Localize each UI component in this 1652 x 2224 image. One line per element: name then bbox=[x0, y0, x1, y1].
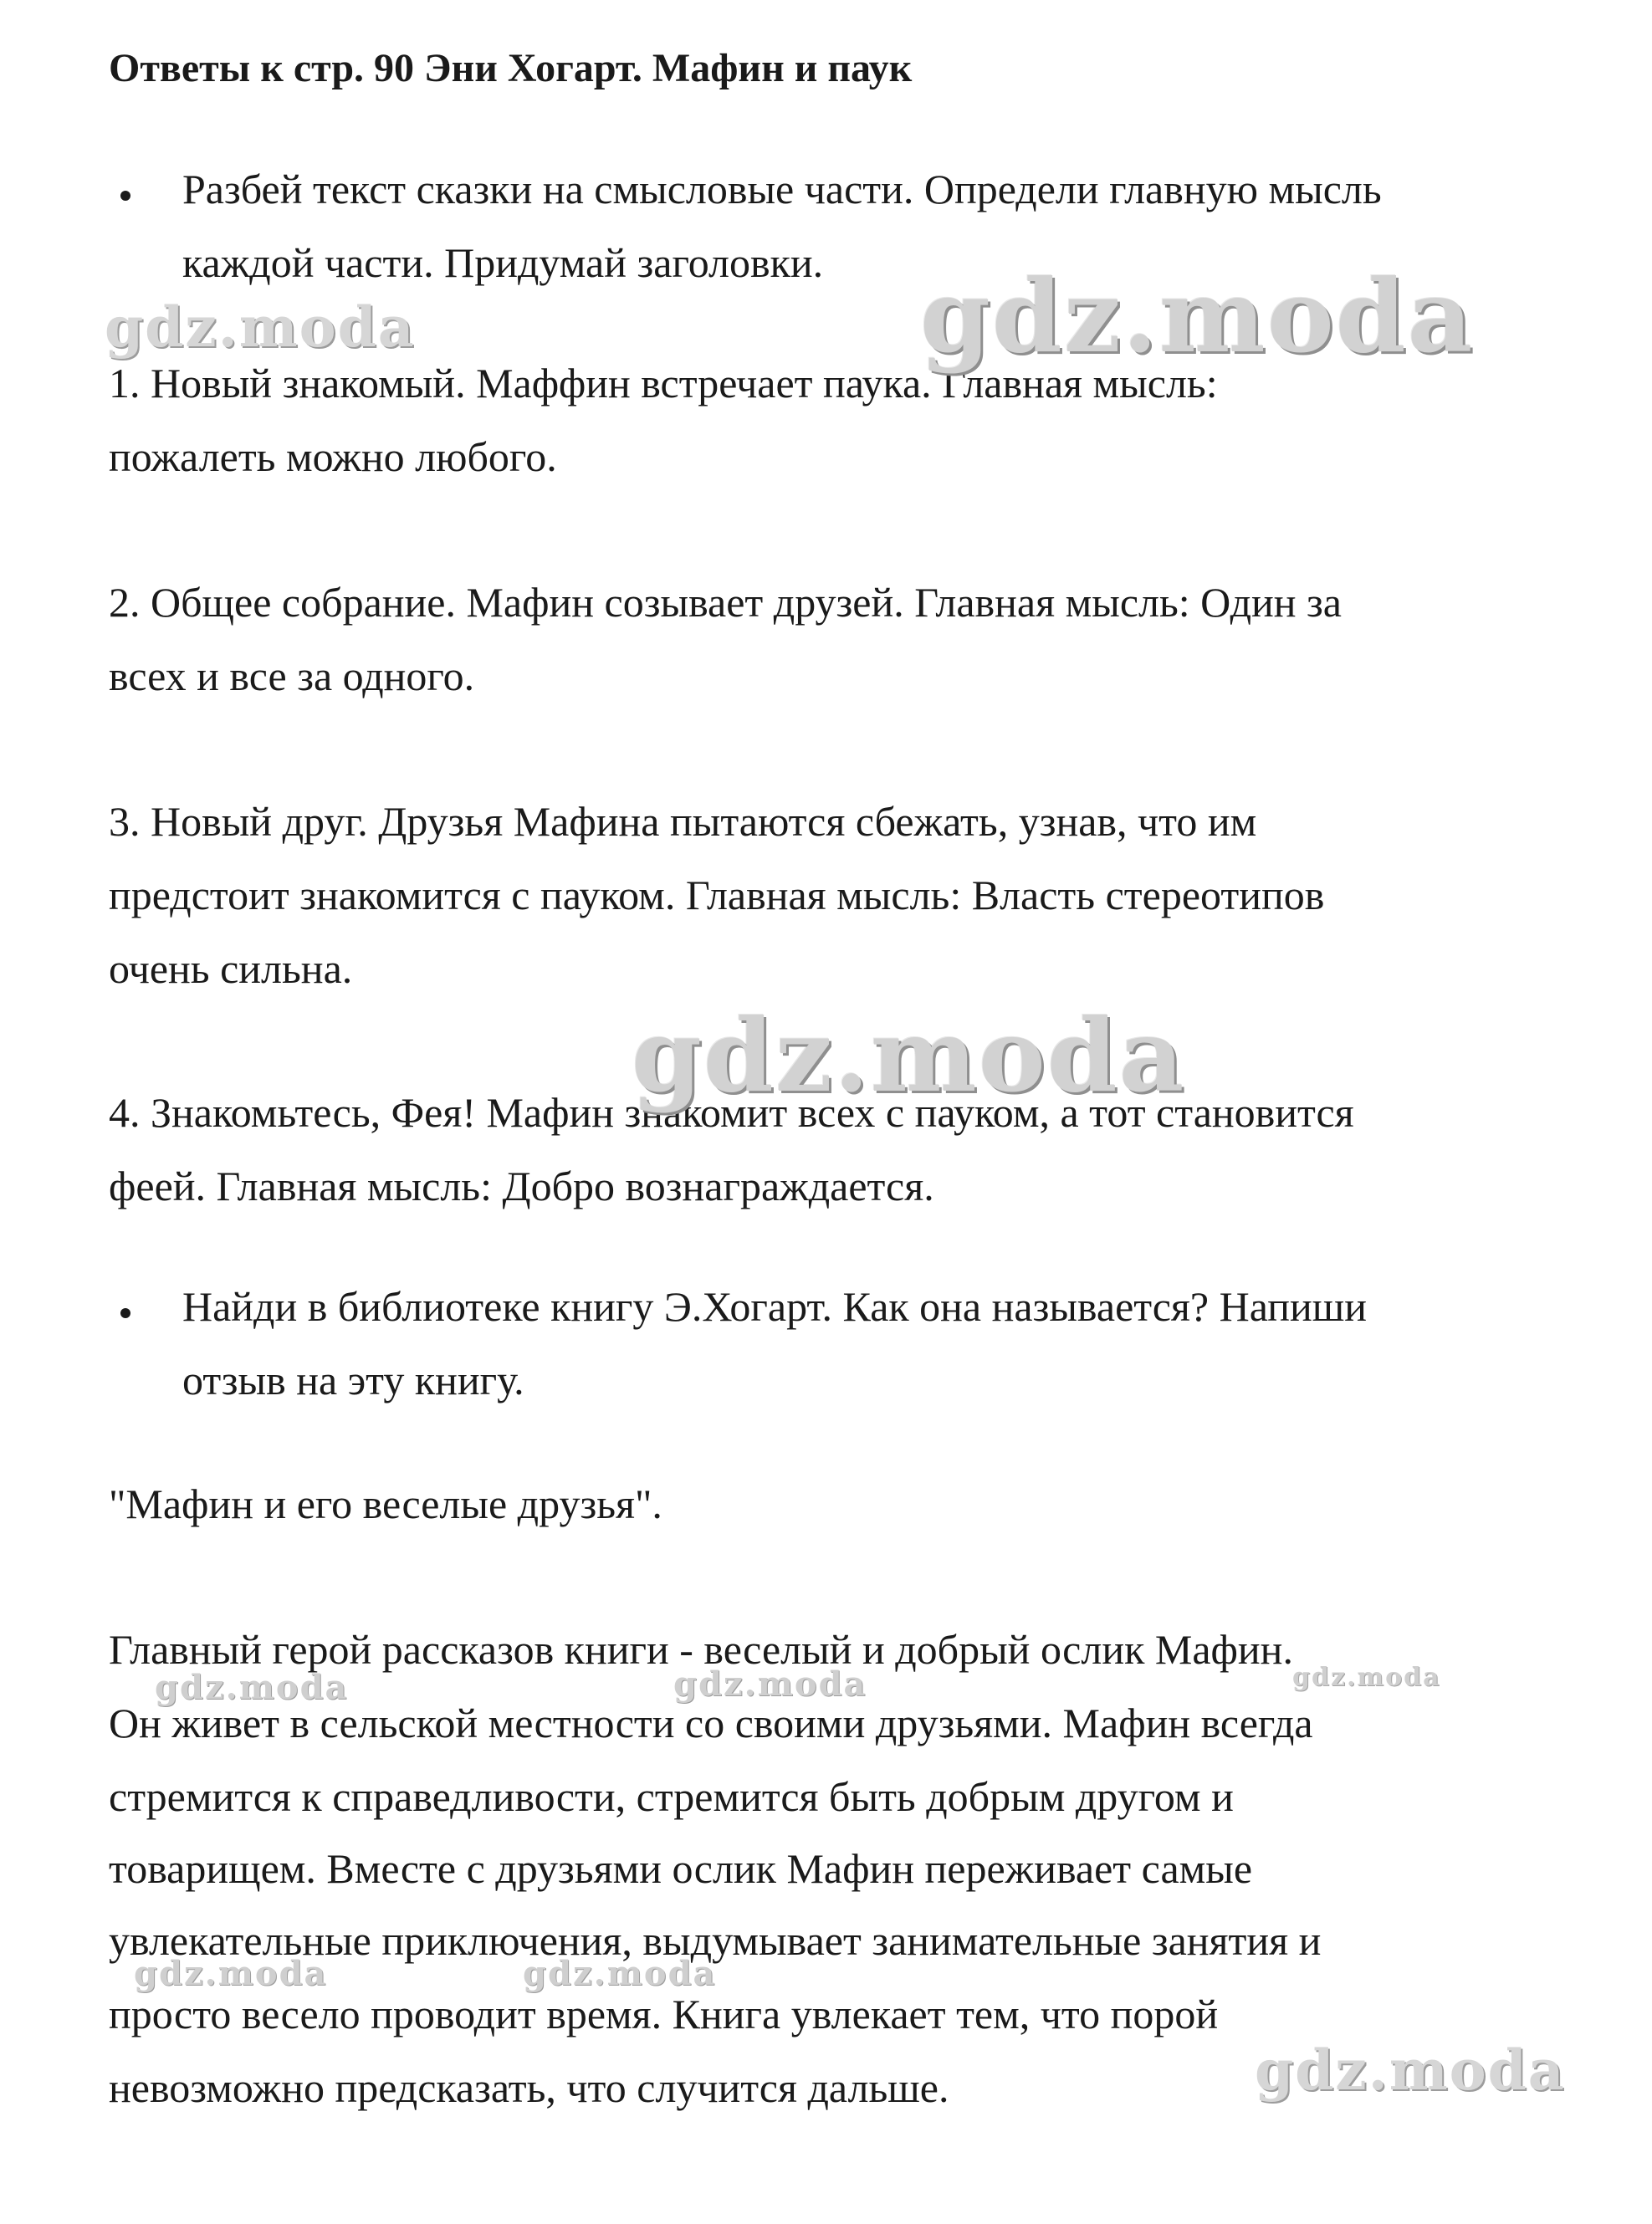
part3-line2: предстоит знакомится с пауком. Главная мысль: Власть стереотипов bbox=[109, 872, 1325, 918]
watermark: gdz.moda bbox=[673, 1664, 867, 1704]
watermark: gdz.moda bbox=[1292, 1663, 1441, 1692]
watermark: gdz.moda bbox=[134, 1954, 328, 1993]
review-line4: товарищем. Вместе с друзьями ослик Мафин переживает самые bbox=[109, 1845, 1253, 1892]
watermark: gdz.moda bbox=[632, 997, 1186, 1115]
part4-line1: 4. Знакомьтесь, Фея! Мафин знакомит всех с пауком, а тот становится bbox=[109, 1089, 1354, 1136]
watermark: gdz.moda bbox=[1255, 2037, 1566, 2103]
part4-line2: феей. Главная мысль: Добро вознаграждается. bbox=[109, 1163, 934, 1209]
part2-line1: 2. Общее собрание. Мафин созывает друзей. Главная мысль: Один за bbox=[109, 579, 1342, 626]
part1-line1: 1. Новый знакомый. Маффин встречает паука. Главная мысль: bbox=[109, 360, 1218, 406]
watermark: gdz.moda bbox=[920, 258, 1475, 376]
review-line1: Главный герой рассказов книги - веселый и добрый ослик Мафин. bbox=[109, 1626, 1293, 1673]
bullet-marker bbox=[120, 1308, 130, 1318]
watermark: gdz.moda bbox=[155, 1668, 349, 1707]
part3-line3: очень сильна. bbox=[109, 945, 353, 992]
task2-line1: Найди в библиотеке книгу Э.Хогарт. Как она называется? Напиши bbox=[182, 1283, 1368, 1330]
review-line5: увлекательные приключения, выдумывает занимательные занятия и bbox=[109, 1917, 1322, 1964]
watermark: gdz.moda bbox=[105, 294, 416, 360]
task1-line1: Разбей текст сказки на смысловые части. Определи главную мысль bbox=[182, 166, 1382, 212]
part1-line2: пожалеть можно любого. bbox=[109, 433, 557, 480]
review-line7: невозможно предсказать, что случится дальше. bbox=[109, 2064, 949, 2111]
review-line6: просто весело проводит время. Книга увлекает тем, что порой bbox=[109, 1991, 1219, 2037]
task2-line2: отзыв на эту книгу. bbox=[182, 1357, 524, 1403]
bullet-marker bbox=[120, 191, 130, 201]
book-title: "Мафин и его веселые друзья". bbox=[109, 1480, 662, 1527]
review-line2: Он живет в сельской местности со своими друзьями. Мафин всегда bbox=[109, 1700, 1313, 1746]
part2-line2: всех и все за одного. bbox=[109, 652, 475, 699]
review-line3: стремится к справедливости, стремится быть добрым другом и bbox=[109, 1773, 1234, 1820]
task1-line2: каждой части. Придумай заголовки. bbox=[182, 239, 824, 286]
part3-line1: 3. Новый друг. Друзья Мафина пытаются сбежать, узнав, что им bbox=[109, 798, 1257, 845]
page-title: Ответы к стр. 90 Эни Хогарт. Мафин и паук bbox=[109, 46, 913, 90]
watermark: gdz.moda bbox=[523, 1954, 717, 1993]
